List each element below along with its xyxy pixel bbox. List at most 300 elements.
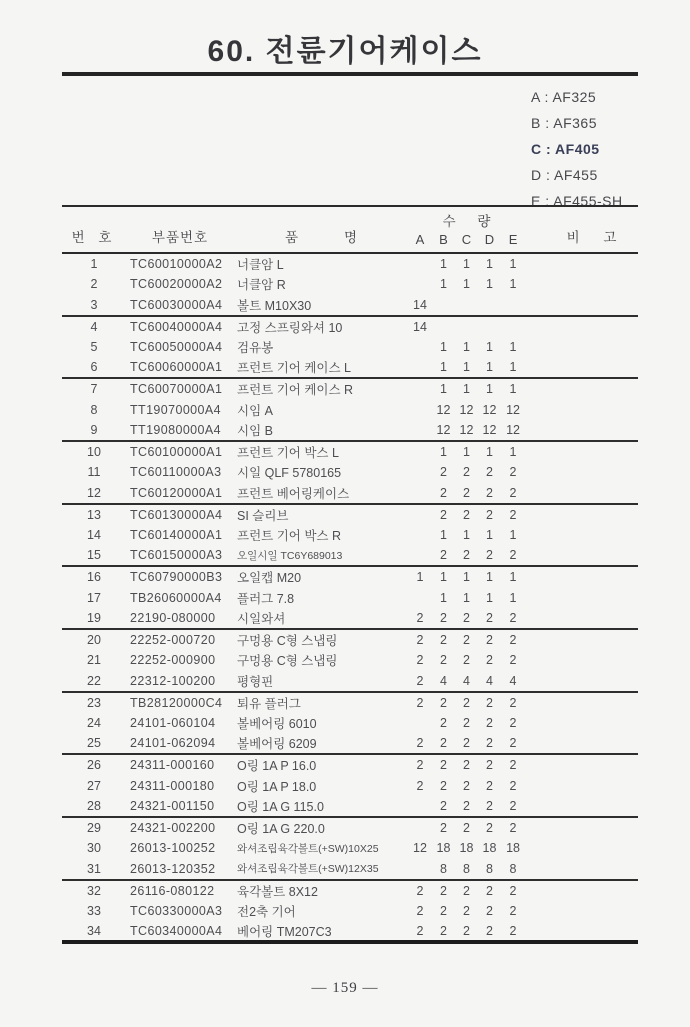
part-number: TC60100000A1 bbox=[130, 444, 223, 459]
qty-b: 2 bbox=[440, 904, 447, 919]
part-name: 너클암 R bbox=[237, 278, 286, 293]
qty-c: 1 bbox=[463, 570, 470, 585]
header-part-number: 부품번호 bbox=[151, 230, 209, 245]
qty-d: 1 bbox=[478, 357, 501, 378]
part-name: 오일시일 TC6Y689013 bbox=[234, 545, 408, 566]
remark bbox=[525, 337, 638, 358]
legend-item-d: D : AF455 bbox=[531, 167, 598, 183]
qty-e: 4 bbox=[501, 671, 525, 692]
table-row bbox=[62, 378, 638, 399]
remark bbox=[525, 692, 638, 713]
qty-b: 1 bbox=[440, 570, 447, 585]
row-number: 15 bbox=[62, 545, 126, 566]
remark bbox=[525, 253, 638, 274]
qty-c: 2 bbox=[455, 545, 478, 566]
row-number: 11 bbox=[87, 465, 101, 480]
qty-a bbox=[408, 378, 432, 399]
qty-c: 1 bbox=[455, 357, 478, 378]
header-part-name-right: 명 bbox=[344, 230, 358, 245]
remark bbox=[525, 545, 638, 566]
qty-b: 2 bbox=[440, 632, 447, 647]
row-number: 9 bbox=[62, 420, 126, 441]
remark bbox=[525, 608, 638, 629]
row-number: 27 bbox=[87, 778, 101, 793]
qty-a: 14 bbox=[413, 319, 427, 334]
parts-table-header bbox=[62, 206, 638, 253]
part-number: TC60040000A4 bbox=[130, 319, 223, 334]
qty-e: 2 bbox=[509, 820, 517, 835]
part-number: TC60070000A1 bbox=[130, 382, 223, 397]
part-name: 볼베어링 6010 bbox=[237, 717, 317, 732]
qty-e: 1 bbox=[509, 340, 517, 354]
qty-a: 2 bbox=[408, 733, 432, 754]
qty-b: 1 bbox=[440, 444, 447, 459]
row-number: 19 bbox=[62, 608, 126, 629]
table-row bbox=[62, 671, 638, 692]
qty-c: 1 bbox=[463, 256, 470, 271]
remark bbox=[525, 880, 638, 901]
header-col-c: C bbox=[461, 232, 472, 247]
qty-d: 2 bbox=[486, 507, 493, 522]
remark bbox=[525, 525, 638, 546]
table-row bbox=[62, 441, 638, 462]
part-name: 볼베어링 6209 bbox=[234, 733, 408, 754]
part-name: 와셔조립육각볼트(+SW)12X35 bbox=[234, 859, 408, 880]
qty-d: 1 bbox=[486, 570, 493, 585]
qty-d: 2 bbox=[478, 608, 501, 629]
table-row bbox=[62, 733, 638, 754]
part-name: 육각볼트 8X12 bbox=[237, 884, 318, 899]
parts-table bbox=[62, 205, 638, 944]
qty-e: 1 bbox=[509, 590, 517, 605]
qty-c: 2 bbox=[463, 923, 470, 938]
qty-d bbox=[478, 295, 501, 316]
row-number: 25 bbox=[62, 733, 126, 754]
row-number: 2 bbox=[90, 277, 98, 292]
qty-c: 2 bbox=[463, 778, 470, 793]
qty-d: 2 bbox=[478, 483, 501, 504]
remark bbox=[525, 357, 638, 378]
qty-e: 12 bbox=[501, 420, 525, 441]
qty-d: 2 bbox=[486, 465, 493, 480]
part-name: 퇴유 플러그 bbox=[237, 696, 301, 711]
qty-a bbox=[408, 713, 432, 734]
qty-b: 1 bbox=[440, 277, 447, 292]
remark bbox=[525, 859, 638, 880]
qty-e: 1 bbox=[509, 444, 517, 459]
header-no: 번 호 bbox=[71, 230, 117, 245]
qty-a bbox=[408, 399, 432, 420]
part-name: 시임 B bbox=[234, 420, 408, 441]
qty-e: 1 bbox=[509, 570, 517, 585]
row-number: 1 bbox=[90, 256, 98, 271]
header-quantity: 수 량 bbox=[442, 214, 500, 229]
remark bbox=[525, 775, 638, 796]
row-number: 12 bbox=[62, 483, 126, 504]
qty-d: 4 bbox=[478, 671, 501, 692]
qty-a: 2 bbox=[416, 778, 424, 793]
qty-b: 2 bbox=[432, 483, 455, 504]
part-name: O링 1A P 16.0 bbox=[237, 759, 317, 774]
row-number: 31 bbox=[62, 859, 126, 880]
qty-c: 2 bbox=[455, 483, 478, 504]
header-col-d: D bbox=[484, 232, 495, 247]
qty-d: 2 bbox=[478, 733, 501, 754]
qty-d: 2 bbox=[486, 904, 493, 919]
part-name: 프런트 기어 케이스 L bbox=[234, 357, 408, 378]
table-row bbox=[62, 504, 638, 525]
table-row bbox=[62, 483, 638, 504]
table-row bbox=[62, 462, 638, 483]
remark bbox=[525, 399, 638, 420]
part-name: 평형핀 bbox=[234, 671, 408, 692]
table-row bbox=[62, 650, 638, 671]
part-name: SI 슬리브 bbox=[237, 508, 289, 523]
qty-c: 2 bbox=[463, 695, 470, 710]
qty-a bbox=[408, 483, 432, 504]
table-row bbox=[62, 587, 638, 608]
part-number: TB28120000C4 bbox=[130, 695, 223, 710]
qty-d: 1 bbox=[486, 590, 493, 605]
qty-c: 2 bbox=[463, 507, 470, 522]
part-number: TC60020000A2 bbox=[130, 277, 223, 292]
qty-b: 2 bbox=[440, 758, 447, 773]
part-number: TC60120000A1 bbox=[126, 483, 234, 504]
qty-a bbox=[408, 441, 432, 462]
row-number: 21 bbox=[87, 653, 101, 668]
row-number: 20 bbox=[87, 632, 101, 647]
qty-e: 2 bbox=[501, 733, 525, 754]
part-name: 오일캡 M20 bbox=[237, 571, 302, 586]
qty-d: 2 bbox=[486, 883, 493, 898]
qty-d: 2 bbox=[486, 923, 493, 938]
header-col-a: A bbox=[415, 232, 425, 247]
part-name: O링 1A P 18.0 bbox=[237, 779, 317, 794]
row-number: 24 bbox=[87, 716, 101, 731]
qty-a bbox=[408, 587, 432, 608]
qty-c: 2 bbox=[463, 716, 470, 731]
qty-e: 2 bbox=[509, 653, 517, 668]
row-number: 26 bbox=[87, 758, 101, 773]
remark bbox=[525, 901, 638, 922]
qty-b: 1 bbox=[440, 256, 447, 271]
table-row bbox=[62, 253, 638, 274]
qty-d: 18 bbox=[482, 841, 497, 856]
page-number: — 159 — bbox=[311, 980, 379, 996]
row-number: 7 bbox=[90, 382, 98, 397]
qty-c: 1 bbox=[463, 382, 470, 397]
qty-b: 2 bbox=[440, 883, 447, 898]
row-number: 14 bbox=[87, 528, 101, 543]
row-number: 6 bbox=[62, 357, 126, 378]
qty-b: 1 bbox=[440, 340, 447, 354]
qty-d bbox=[478, 316, 501, 337]
qty-c: 2 bbox=[463, 465, 470, 480]
table-row bbox=[62, 817, 638, 838]
part-number: TT19080000A4 bbox=[126, 420, 234, 441]
table-row bbox=[62, 566, 638, 587]
table-row bbox=[62, 420, 638, 441]
part-number: TC60030000A4 bbox=[126, 295, 234, 316]
qty-d: 1 bbox=[486, 340, 493, 354]
qty-c: 18 bbox=[459, 841, 474, 856]
remark bbox=[525, 378, 638, 399]
qty-d: 2 bbox=[486, 632, 493, 647]
remark bbox=[525, 462, 638, 483]
part-number: TC60790000B3 bbox=[130, 570, 223, 585]
remark bbox=[525, 754, 638, 775]
qty-d: 2 bbox=[478, 545, 501, 566]
qty-a: 2 bbox=[416, 632, 424, 647]
qty-a bbox=[408, 274, 432, 295]
part-name: 볼트 M10X30 bbox=[234, 295, 408, 316]
qty-d: 1 bbox=[486, 528, 493, 543]
table-row bbox=[62, 880, 638, 901]
qty-e: 1 bbox=[509, 256, 517, 271]
qty-e: 12 bbox=[506, 402, 520, 417]
qty-c: 12 bbox=[459, 402, 474, 417]
qty-e: 8 bbox=[501, 859, 525, 880]
table-row bbox=[62, 608, 638, 629]
qty-c: 8 bbox=[455, 859, 478, 880]
qty-d: 2 bbox=[486, 820, 493, 835]
qty-d: 1 bbox=[486, 444, 493, 459]
table-row bbox=[62, 274, 638, 295]
qty-b: 2 bbox=[432, 796, 455, 817]
qty-c: 2 bbox=[455, 608, 478, 629]
part-name: 플러그 7.8 bbox=[237, 591, 295, 606]
qty-a bbox=[408, 817, 432, 838]
qty-a: 2 bbox=[416, 923, 424, 938]
part-number: TC60010000A2 bbox=[130, 256, 223, 271]
model-legend bbox=[531, 84, 623, 214]
header-col-e: E bbox=[508, 232, 518, 247]
qty-b: 2 bbox=[432, 733, 455, 754]
qty-c: 2 bbox=[463, 632, 470, 647]
qty-a: 14 bbox=[408, 295, 432, 316]
qty-d: 12 bbox=[482, 402, 497, 417]
row-number: 32 bbox=[87, 883, 101, 898]
qty-b: 1 bbox=[432, 357, 455, 378]
qty-b: 2 bbox=[432, 545, 455, 566]
qty-b: 4 bbox=[432, 671, 455, 692]
part-number: TC60060000A1 bbox=[126, 357, 234, 378]
qty-a bbox=[408, 859, 432, 880]
qty-e: 2 bbox=[509, 695, 517, 710]
qty-e: 2 bbox=[509, 923, 517, 938]
qty-d: 1 bbox=[486, 256, 493, 271]
part-number: 24311-000180 bbox=[130, 778, 215, 793]
legend-item-b: B : AF365 bbox=[531, 115, 597, 131]
qty-d: 2 bbox=[486, 653, 493, 668]
qty-e: 1 bbox=[509, 382, 517, 397]
qty-a bbox=[408, 420, 432, 441]
qty-a bbox=[408, 253, 432, 274]
qty-a bbox=[408, 337, 432, 358]
qty-e: 2 bbox=[509, 883, 517, 898]
table-row bbox=[62, 901, 638, 922]
qty-a bbox=[408, 357, 432, 378]
qty-b: 2 bbox=[440, 716, 447, 731]
remark bbox=[525, 587, 638, 608]
part-number: TC60110000A3 bbox=[130, 465, 222, 480]
remark bbox=[525, 671, 638, 692]
qty-b: 2 bbox=[440, 465, 447, 480]
qty-e: 2 bbox=[509, 904, 517, 919]
table-row bbox=[62, 922, 638, 943]
qty-b: 12 bbox=[436, 402, 451, 417]
row-number: 10 bbox=[87, 444, 101, 459]
table-body bbox=[62, 253, 638, 942]
qty-e: 18 bbox=[506, 841, 520, 856]
qty-e: 2 bbox=[509, 778, 517, 793]
qty-c: 2 bbox=[463, 653, 470, 668]
qty-b bbox=[432, 316, 455, 337]
remark bbox=[525, 420, 638, 441]
part-name: 시임 A bbox=[237, 403, 273, 418]
qty-e: 2 bbox=[501, 608, 525, 629]
qty-b: 1 bbox=[440, 382, 447, 397]
part-number: TC60050000A4 bbox=[130, 340, 223, 354]
qty-e: 2 bbox=[509, 716, 517, 731]
qty-b: 8 bbox=[432, 859, 455, 880]
table-row bbox=[62, 775, 638, 796]
part-name: O링 1A G 220.0 bbox=[237, 821, 325, 836]
page-title: 60. 전륜기어케이스 bbox=[207, 35, 483, 68]
part-number: 22252-000720 bbox=[130, 632, 216, 647]
qty-b: 2 bbox=[440, 653, 447, 668]
part-name: 프런트 베어링케이스 bbox=[234, 483, 408, 504]
header-remark: 비 고 bbox=[566, 230, 627, 245]
row-number: 29 bbox=[87, 820, 101, 835]
remark bbox=[525, 441, 638, 462]
row-number: 22 bbox=[62, 671, 126, 692]
qty-a: 2 bbox=[416, 653, 424, 668]
legend-item-c: C : AF405 bbox=[531, 141, 600, 157]
row-number: 23 bbox=[87, 695, 101, 710]
part-name: 구멍용 C형 스냅링 bbox=[237, 654, 338, 669]
qty-e: 2 bbox=[509, 758, 517, 773]
qty-c: 2 bbox=[463, 904, 470, 919]
qty-e: 2 bbox=[509, 465, 517, 480]
table-row bbox=[62, 629, 638, 650]
remark bbox=[525, 713, 638, 734]
part-number: 26013-100252 bbox=[130, 841, 216, 856]
remark bbox=[525, 817, 638, 838]
qty-e bbox=[501, 316, 525, 337]
qty-c: 2 bbox=[463, 820, 470, 835]
qty-c: 2 bbox=[455, 796, 478, 817]
qty-e: 2 bbox=[501, 545, 525, 566]
table-row bbox=[62, 859, 638, 880]
qty-b: 2 bbox=[440, 923, 447, 938]
qty-d: 2 bbox=[478, 796, 501, 817]
row-number: 30 bbox=[87, 841, 101, 856]
remark bbox=[525, 650, 638, 671]
qty-a: 2 bbox=[408, 608, 432, 629]
part-number: 22312-100200 bbox=[126, 671, 234, 692]
header-part-name-left: 품 bbox=[284, 230, 298, 245]
table-row bbox=[62, 838, 638, 859]
header-col-b: B bbox=[439, 232, 448, 247]
part-name: 시일와셔 bbox=[234, 608, 408, 629]
table-row bbox=[62, 796, 638, 817]
row-number: 33 bbox=[87, 904, 101, 919]
qty-a bbox=[408, 504, 432, 525]
row-number: 16 bbox=[87, 570, 101, 585]
qty-b: 2 bbox=[440, 778, 447, 793]
qty-b: 18 bbox=[436, 841, 451, 856]
part-name: 전2축 기어 bbox=[237, 905, 296, 920]
qty-c: 4 bbox=[455, 671, 478, 692]
qty-e: 2 bbox=[509, 632, 517, 647]
remark bbox=[525, 295, 638, 316]
part-name: 프런트 기어 케이스 R bbox=[237, 383, 354, 398]
part-number: 22190-080000 bbox=[126, 608, 234, 629]
row-number: 8 bbox=[90, 402, 98, 417]
part-number: TC60330000A3 bbox=[130, 904, 223, 919]
table-row bbox=[62, 545, 638, 566]
qty-d: 1 bbox=[486, 382, 493, 397]
qty-e bbox=[501, 295, 525, 316]
table-row bbox=[62, 713, 638, 734]
part-name: O링 1A G 115.0 bbox=[234, 796, 408, 817]
row-number: 4 bbox=[90, 319, 98, 334]
row-number: 34 bbox=[87, 923, 101, 938]
part-number: 26116-080122 bbox=[130, 883, 215, 898]
part-number: 24101-062094 bbox=[126, 733, 234, 754]
part-name: 구멍용 C형 스냅링 bbox=[237, 633, 338, 648]
qty-b: 2 bbox=[440, 695, 447, 710]
qty-b: 2 bbox=[432, 608, 455, 629]
qty-c: 1 bbox=[463, 277, 470, 292]
table-row bbox=[62, 399, 638, 420]
legend-item-e: E : AF455-SH bbox=[531, 193, 623, 209]
qty-c bbox=[455, 316, 478, 337]
part-name: 검유봉 bbox=[237, 341, 274, 355]
remark bbox=[525, 629, 638, 650]
qty-a: 2 bbox=[416, 883, 424, 898]
table-row bbox=[62, 754, 638, 775]
row-number: 17 bbox=[87, 590, 101, 605]
part-number: 24321-001150 bbox=[126, 796, 234, 817]
qty-a bbox=[408, 462, 432, 483]
qty-d: 2 bbox=[486, 758, 493, 773]
part-number: TC60140000A1 bbox=[130, 528, 223, 543]
remark bbox=[525, 733, 638, 754]
qty-c: 1 bbox=[463, 590, 470, 605]
remark bbox=[525, 838, 638, 859]
qty-c: 2 bbox=[463, 883, 470, 898]
remark bbox=[525, 922, 638, 943]
row-number: 13 bbox=[87, 507, 101, 522]
qty-c bbox=[455, 295, 478, 316]
part-name: 와셔조립육각볼트(+SW)10X25 bbox=[237, 842, 379, 855]
part-number: TT19070000A4 bbox=[130, 402, 221, 417]
qty-a: 1 bbox=[416, 570, 424, 585]
part-name: 고정 스프링와셔 10 bbox=[237, 320, 343, 335]
qty-b: 12 bbox=[432, 420, 455, 441]
row-number: 5 bbox=[90, 340, 98, 354]
remark bbox=[525, 796, 638, 817]
qty-b: 1 bbox=[440, 590, 447, 605]
qty-e: 1 bbox=[509, 528, 517, 543]
row-number: 28 bbox=[62, 796, 126, 817]
remark bbox=[525, 504, 638, 525]
qty-b: 2 bbox=[440, 820, 447, 835]
qty-a: 2 bbox=[408, 671, 432, 692]
part-number: 24311-000160 bbox=[130, 758, 215, 773]
